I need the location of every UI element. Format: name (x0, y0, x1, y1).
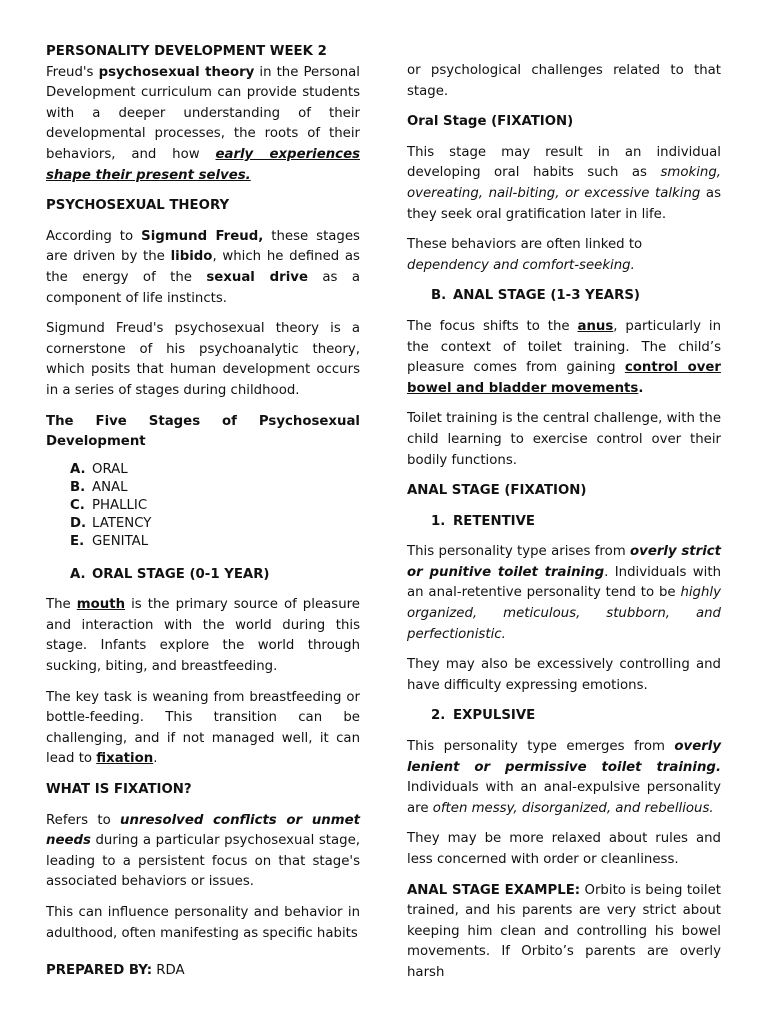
five-stages-heading: The Five Stages of Psychosexual Development (46, 413, 360, 450)
text: in the Personal Development curriculum can provide students with a deeper understanding of their developmental processes, the roots of their behaviors, and how (46, 64, 360, 162)
list-marker: 1. (431, 513, 446, 529)
bold-term: Sigmund Freud, (141, 228, 264, 244)
text: . (153, 751, 158, 767)
list-label: PHALLIC (92, 497, 148, 513)
fixation-paragraph-1 (46, 811, 360, 893)
text: These behaviors are often linked to (407, 237, 643, 253)
expulsive-heading (431, 706, 721, 727)
text: The focus shifts to the (407, 318, 578, 334)
heading-text: EXPULSIVE (453, 708, 536, 724)
emphasis: unresolved conflicts or unmet needs (46, 812, 360, 849)
bold-term: psychosexual theory (98, 64, 255, 80)
text: as they seek oral gratification later in life. (407, 185, 721, 222)
heading-text: RETENTIVE (453, 513, 535, 529)
italic-text: dependency and comfort-seeking. (407, 257, 635, 273)
list-marker: A. (70, 461, 86, 477)
expulsive-paragraph-2: They may be more relaxed about rules and less concerned with order or cleanliness. (407, 831, 721, 867)
list-label: GENITAL (92, 533, 149, 549)
list-item (70, 533, 360, 551)
psychosexual-paragraph-1 (46, 227, 360, 309)
list-item (70, 461, 360, 479)
list-label: LATENCY (92, 515, 152, 531)
bold-term: libido (170, 249, 213, 265)
oral-stage-heading (70, 565, 360, 586)
underlined-term: anus (577, 318, 614, 334)
italic-text: smoking, overeating, nail-biting, or excessive talking (407, 165, 721, 201)
example-label: ANAL STAGE EXAMPLE: (407, 882, 581, 898)
text: Orbito is being toilet trained, and his parents are very strict about keeping him clean and controlling his bowel movements. If Orbito’s parents are overly harsh (407, 882, 721, 980)
oral-paragraph-1 (46, 595, 360, 677)
oral-paragraph-2 (46, 688, 360, 770)
underlined-term: control over bowel and bladder movements (407, 360, 721, 396)
list-marker: E. (70, 533, 85, 549)
text: these stages are driven by the (46, 228, 360, 265)
text: . (638, 380, 644, 396)
bold-term: sexual drive (206, 269, 308, 285)
heading-text: ANAL STAGE (1-3 YEARS) (453, 288, 640, 304)
oral-fixation-paragraph-2 (407, 235, 721, 276)
right-column (407, 61, 721, 994)
list-marker: 2. (431, 708, 446, 724)
text: as a component of life instincts. (46, 269, 360, 306)
list-label: ANAL (92, 479, 128, 495)
retentive-heading (431, 512, 721, 533)
emphasis: early experiences shape their present selves. (46, 146, 361, 183)
text: , which he defined as the energy of the (46, 249, 360, 285)
psychosexual-paragraph-2: Sigmund Freud's psychosexual theory is a cornerstone of his psychoanalytic theory, which posits that human development occurs in a series of stages during childhood. (46, 321, 360, 398)
list-item (70, 497, 360, 515)
anal-paragraph-1 (407, 317, 721, 399)
fixation-paragraph-2: This can influence personality and behavior in adulthood, often manifesting as specific habits (46, 905, 360, 941)
emphasis: overly lenient or permissive toilet training. (407, 739, 721, 775)
stages-list (46, 461, 360, 551)
expulsive-paragraph-1 (407, 737, 721, 819)
list-marker: B. (431, 288, 447, 304)
text: The key task is weaning from breastfeeding or bottle-feeding. This transition can be challenging, and if not managed well, it can lead to (46, 689, 360, 767)
anal-paragraph-2: Toilet training is the central challenge, with the child learning to exercise control over their bodily functions. (407, 411, 721, 468)
text: Individuals with an anal-expulsive personality are (407, 780, 721, 816)
emphasis: overly strict or punitive toilet training (407, 544, 721, 580)
underlined-term: fixation (96, 751, 154, 767)
text: This stage may result in an individual developing oral habits such as (407, 144, 721, 181)
example-paragraph (407, 881, 721, 984)
text: , particularly in the context of toilet training. The child’s pleasure comes from gaining (407, 318, 721, 376)
list-marker: D. (70, 515, 87, 531)
text: is the primary source of pleasure and interaction with the world during this stage. Infants explore the world through sucking, biting, and breastfeeding. (46, 597, 360, 675)
text: The (46, 597, 77, 613)
anal-stage-heading (431, 286, 721, 307)
retentive-paragraph-1 (407, 542, 721, 645)
text: Freud's (46, 64, 99, 80)
oral-fixation-heading: Oral Stage (FIXATION) (407, 114, 574, 130)
list-item (70, 515, 360, 533)
list-item (70, 479, 360, 497)
oral-fixation-paragraph-1 (407, 143, 721, 225)
italic-text: highly organized, meticulous, stubborn, and perfectionistic. (407, 585, 721, 642)
list-marker: B. (70, 479, 86, 495)
underlined-term: mouth (76, 597, 126, 613)
italic-text: often messy, disorganized, and rebellious. (432, 800, 714, 816)
text: during a particular psychosexual stage, leading to a persistent focus on that stage's associated behaviors or issues. (46, 833, 360, 890)
continued-paragraph: or psychological challenges related to that stage. (407, 63, 721, 99)
text: . Individuals with an anal-retentive personality tend to be (407, 564, 722, 601)
retentive-paragraph-2: They may also be excessively controlling and have difficulty expressing emotions. (407, 657, 721, 693)
text: Refers to (46, 812, 121, 828)
anal-fixation-heading: ANAL STAGE (FIXATION) (407, 483, 587, 499)
text: According to (46, 228, 142, 244)
section-heading-psychosexual: PSYCHOSEXUAL THEORY (46, 198, 230, 214)
author-name: RDA (152, 963, 185, 978)
list-label: ORAL (92, 461, 128, 477)
list-marker: A. (70, 566, 86, 582)
text: This personality type arises from (407, 544, 631, 560)
left-column (46, 42, 360, 954)
page-title: PERSONALITY DEVELOPMENT WEEK 2 (46, 44, 327, 59)
text: This personality type emerges from (407, 739, 675, 755)
fixation-heading: WHAT IS FIXATION? (46, 782, 192, 798)
list-marker: C. (70, 497, 85, 513)
heading-text: ORAL STAGE (0-1 YEAR) (92, 566, 270, 582)
intro-paragraph (46, 63, 360, 187)
footer-label: PREPARED BY: (46, 963, 153, 978)
footer (46, 961, 185, 982)
